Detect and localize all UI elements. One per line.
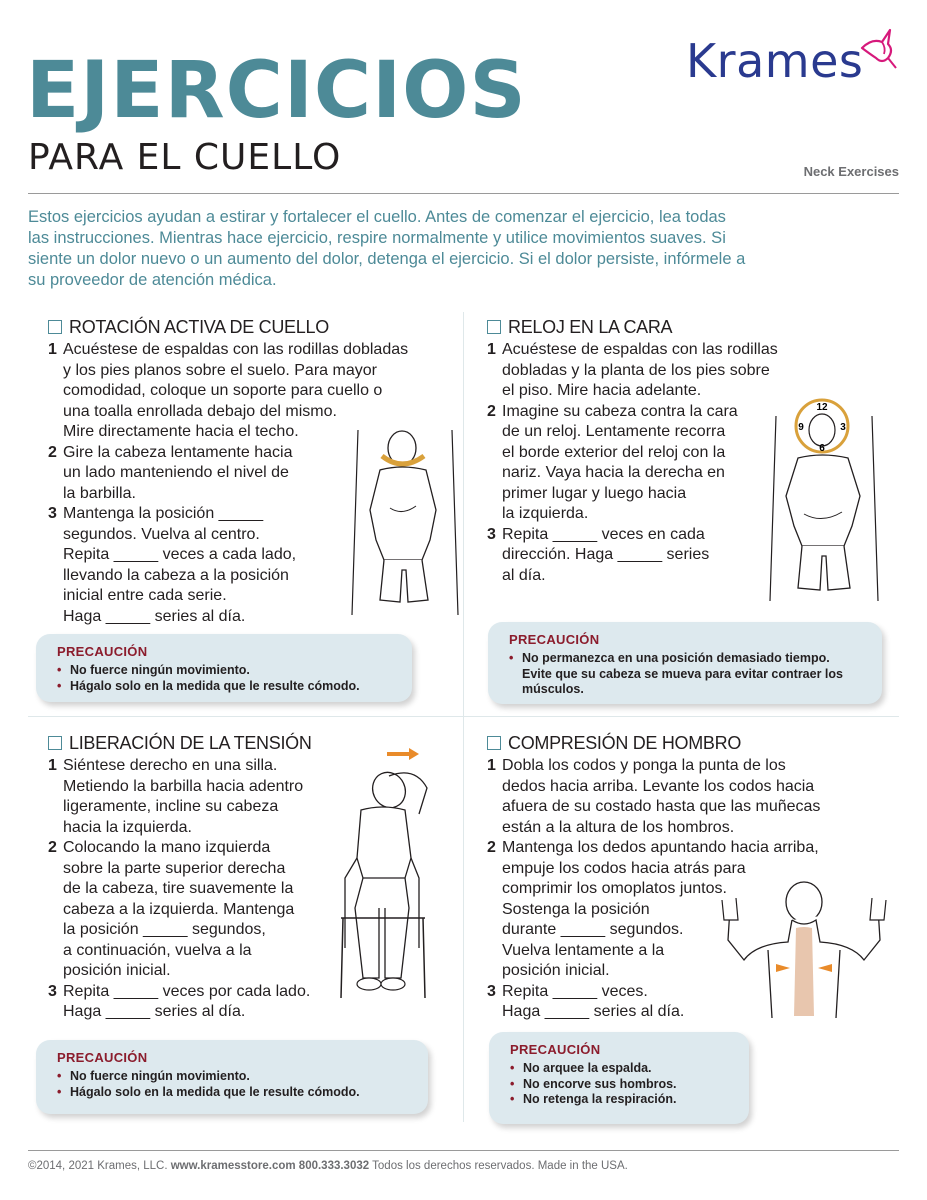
section-title-text: LIBERACIÓN DE LA TENSIÓN — [69, 733, 312, 753]
caution-item: • Hágalo solo en la medida que le resulte cómodo. — [57, 679, 392, 695]
page-subtitle: PARA EL CUELLO — [28, 137, 342, 178]
caution-item: • Hágalo solo en la medida que le resulte cómodo. — [57, 1085, 408, 1101]
step-text: Acuéstese de espaldas con las rodillas dobladas y los pies planos sobre el suelo. Para mayor comodidad, coloque un soporte para cuello o una toalla enrollada debajo del mismo. Mire directamente hacia el techo. — [63, 341, 409, 440]
header-divider — [28, 193, 899, 194]
step-text: Gire la cabeza lentamente hacia un lado manteniendo el nivel de la barbilla. — [63, 443, 293, 502]
caution-item: • No encorve sus hombros. — [510, 1077, 729, 1093]
footer-website-link[interactable]: www.kramesstore.com — [170, 1160, 296, 1172]
footer — [28, 1160, 628, 1172]
caution-title: PRECAUCIÓN — [509, 632, 600, 647]
krames-logo — [686, 34, 906, 94]
step-text: Repita _____ veces. Haga _____ series al día. — [502, 982, 685, 1020]
caution-item: • No retenga la respiración. — [510, 1092, 729, 1108]
caution-box — [489, 1032, 749, 1124]
illustration-seated-tension-release — [335, 748, 445, 1000]
step-number: 3 — [48, 505, 57, 522]
step-text: Dobla los codos y ponga la punta de los dedos hacia arriba. Levante los codos hacia afuera de su costado hasta que las muñecas están a la altura de los hombros. — [502, 757, 821, 836]
checkbox-icon[interactable] — [48, 736, 62, 750]
illustration-lying-face-clock — [768, 396, 880, 606]
section-title — [487, 732, 907, 754]
step-text: Repita _____ veces por cada lado. Haga _____ series al día. — [63, 982, 311, 1020]
caution-title: PRECAUCIÓN — [57, 1050, 148, 1065]
intro-paragraph: Estos ejercicios ayudan a estirar y fortalecer el cuello. Antes de comenzar el ejercicio, lea todas las instrucciones. Mientras hace ejercicio, respire normalmente y utilice movimientos suaves. Si siente un dolor nuevo o un aumento del dolor, detenga el ejercicio. Si el dolor persiste, infórmele a su proveedor de atención médica. — [28, 208, 746, 289]
step-number: 3 — [48, 982, 57, 1000]
lying-figure-svg — [350, 420, 460, 620]
logo-wordmark: Krames — [686, 34, 864, 88]
caution-item: • No fuerce ningún movimiento. — [57, 663, 392, 679]
caution-list — [509, 651, 862, 698]
clock-number-6: 6 — [819, 443, 825, 454]
step-item — [487, 756, 907, 838]
checkbox-icon[interactable] — [487, 736, 501, 750]
footer-copyright: ©2014, 2021 Krames, LLC. — [28, 1160, 168, 1172]
caution-list — [510, 1061, 729, 1108]
english-title: Neck Exercises — [803, 164, 899, 179]
caution-box — [488, 622, 882, 704]
shoulder-figure-svg — [712, 880, 896, 1020]
section-title-text: COMPRESIÓN DE HOMBRO — [508, 733, 742, 753]
footer-divider — [28, 1150, 899, 1151]
caution-box — [36, 634, 412, 702]
page-title: EJERCICIOS — [26, 46, 527, 136]
step-number: 1 — [487, 757, 496, 774]
step-text: Mantenga la posición _____ segundos. Vuelva al centro. Repita _____ veces a cada lado, llevando la cabeza a la posición inicial entre cada serie. Haga _____ series al día. — [63, 505, 297, 625]
step-number: 2 — [487, 402, 496, 420]
checkbox-icon[interactable] — [487, 320, 501, 334]
illustration-lying-neck-rotation — [350, 420, 460, 620]
step-number: 3 — [487, 982, 496, 1000]
caution-list — [57, 663, 392, 694]
section-title — [487, 316, 887, 338]
caution-item: • No arquee la espalda. — [510, 1061, 729, 1077]
footer-rights: Todos los derechos reservados. Made in the USA. — [372, 1160, 628, 1172]
step-text: Colocando la mano izquierda sobre la parte superior derecha de la cabeza, tire suavemente la cabeza a la izquierda. Mantenga la posición _____ segundos, a continuación, vuelva a la posición inicial. — [63, 839, 295, 979]
step-text: Acuéstese de espaldas con las rodillas dobladas y la planta de los pies sobre el piso. Mire hacia adelante. — [502, 341, 778, 399]
caution-item: • No fuerce ningún movimiento. — [57, 1069, 408, 1085]
step-number: 2 — [48, 839, 57, 856]
illustration-shoulder-compression — [712, 880, 896, 1020]
hummingbird-svg — [858, 28, 898, 72]
section-title-text: RELOJ EN LA CARA — [508, 317, 673, 337]
column-divider — [463, 312, 464, 1122]
caution-item: • No permanezca en una posición demasiado tiempo. Evite que su cabeza se mueva para evitar contraer los músculos. — [509, 651, 862, 698]
section-title-text: ROTACIÓN ACTIVA DE CUELLO — [69, 317, 329, 337]
clock-figure-svg — [768, 396, 880, 606]
step-number: 2 — [48, 443, 57, 461]
footer-phone: 800.333.3032 — [298, 1160, 370, 1172]
checkbox-icon[interactable] — [48, 320, 62, 334]
step-text: Repita _____ veces en cada dirección. Haga _____ series al día. — [502, 525, 710, 584]
caution-list — [57, 1069, 408, 1100]
step-number: 1 — [487, 341, 496, 358]
step-item — [487, 340, 887, 402]
row-divider — [28, 716, 899, 717]
step-number: 1 — [48, 341, 57, 358]
clock-number-12: 12 — [816, 402, 828, 413]
step-number: 2 — [487, 839, 496, 856]
caution-title: PRECAUCIÓN — [57, 644, 148, 659]
clock-number-3: 3 — [840, 422, 846, 433]
step-text: Siéntese derecho en una silla. Metiendo la barbilla hacia adentro ligeramente, incline su cabeza hacia la izquierda. — [63, 757, 304, 836]
hummingbird-icon — [858, 28, 898, 72]
clock-number-9: 9 — [798, 422, 804, 433]
step-text: Mantenga los dedos apuntando hacia arriba, empuje los codos hacia atrás para comprimir los omoplatos juntos. Sostenga la posición durante _____ segundos. Vuelva lentamente a la posición inicial. — [502, 839, 819, 979]
step-text: Imagine su cabeza contra la cara de un reloj. Lentamente recorra el borde exterior del reloj con la nariz. Vaya hacia la derecha en primer lugar y luego hacia la izquierda. — [502, 402, 738, 522]
seated-figure-svg — [335, 748, 445, 1000]
section-title — [48, 316, 448, 338]
caution-box — [36, 1040, 428, 1114]
caution-title: PRECAUCIÓN — [510, 1042, 601, 1057]
step-number: 3 — [487, 525, 496, 543]
step-number: 1 — [48, 757, 57, 774]
